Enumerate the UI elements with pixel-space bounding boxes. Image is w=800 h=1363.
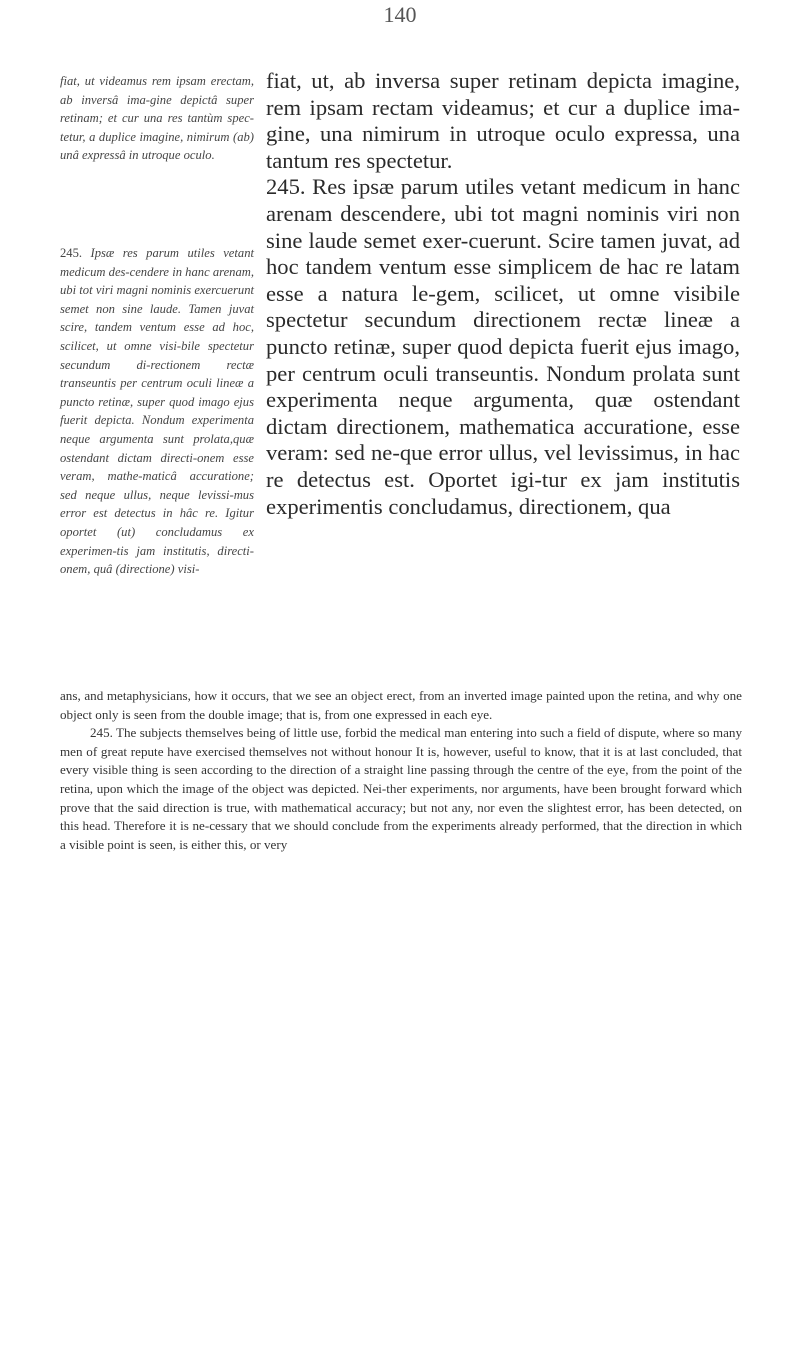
sidenote-section-number: 245. [60, 246, 83, 260]
translation-paragraph-1: ans, and metaphysicians, how it occurs, that we see an object erect, from an inverted image painted upon the retina, and why one object only is seen from the double image; that is, from one expressed in each eye. [60, 688, 742, 722]
main-paragraph-245: 245. Res ipsæ parum utiles vetant medicum in hanc arenam descendere, ubi tot magni nominis viri non sine laude semet exer-cuerunt. Scire tamen juvat, ad hoc tandem ventum esse simplicem de hac re latam esse a natura le-gem, scilicet, ut omne visibile spectetur secundum directionem rectæ lineæ a puncto retinæ, super quod depicta fuerit ejus imago, per centrum oculi transeuntis. Nondum prolata sunt experimenta neque argumenta, quæ ostendant dictam directionem, mathematica accuratione, esse veram: sed ne-que error ullus, vel levissimus, in hac re detectus est. Oportet igi-tur ex jam institutis experimentis concludamus, directionem, qua [266, 174, 740, 519]
sidenote-245-text: Ipsæ res parum utiles vetant medicum des-cendere in hanc arenam, ubi tot viri magni nominis exercuerunt semet non sine laude. Tamen juvat scire, tandem ventum esse ad hoc, scilicet, ut omne visi-bile spectetur secundum di-rectionem rectæ transeuntis per centrum oculi lineæ a puncto retinæ, super quod imago ejus fuerit depicta. Nondum experimenta neque argumenta sunt prolata,quæ ostendant dictam directi-onem esse veram, mathe-maticâ accuratione; sed neque ullus, neque levissi-mus error est detectus in hâc re. Igitur oportet (ut) concludamus ex experimen-tis jam institutis, directi-onem, quâ (directione) visi- [60, 246, 254, 577]
main-paragraph-1: fiat, ut, ab inversa super retinam depicta imagine, rem ipsam rectam videamus; et cur a duplice ima-gine, una nimirum in utroque oculo expressa, una tantum res spectetur. [266, 68, 740, 173]
page-number: 140 [383, 2, 417, 27]
sidenote-intro: fiat, ut videamus rem ipsam erectam, ab inversâ ima-gine depictâ super retinam; et cur una res tantùm spec-tetur, a duplice imagine, nimirum (ab) unâ expressâ in utroque oculo. [60, 74, 254, 163]
main-text [266, 68, 740, 520]
translation-paragraph-245: 245. The subjects themselves being of little use, forbid the medical man entering into such a field of dispute, where so many men of great repute have exercised themselves not without honour It is, however, useful to know, that it is at last concluded, that every visible thing is seen according to the direction of a straight line passing through the centre of the eye, from the point of the retina, upon which the image of the object was depicted. Nei-ther experiments, nor arguments, have been brought forward which prove that the said direction is true, with mathematical accuracy; but not any, nor even the slightest error, has been detected, on this head. Therefore it is ne-cessary that we should conclude from the experiments already performed, that the direction in which a visible point is seen, is either this, or very [60, 725, 742, 852]
english-translation [60, 687, 742, 854]
sidenote-245 [60, 244, 254, 579]
